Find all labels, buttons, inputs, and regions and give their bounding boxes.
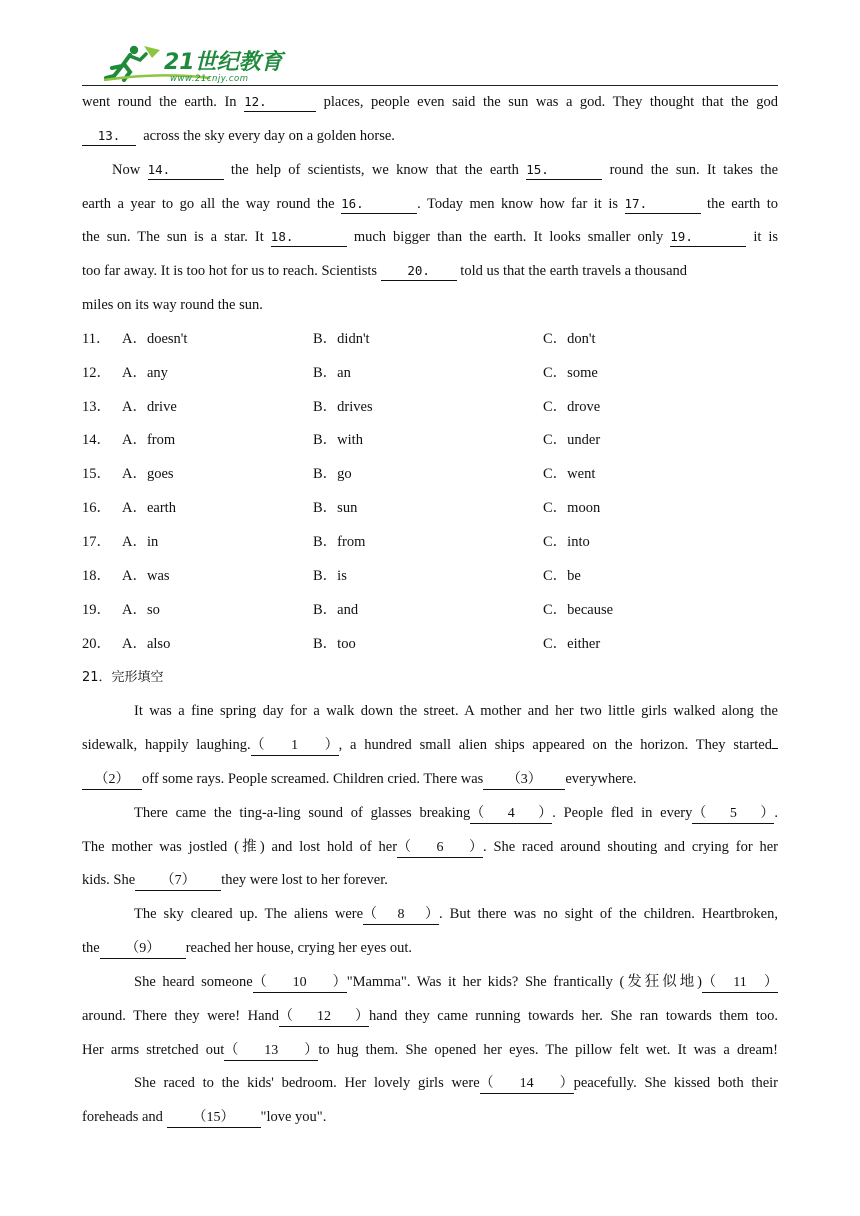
- text: sidewalk, happily laughing.: [82, 737, 251, 754]
- text: much bigger than the earth. It looks smaller only: [353, 229, 664, 246]
- question-21-title: [82, 661, 778, 695]
- text: everywhere.: [565, 770, 637, 787]
- question-row: [82, 357, 778, 391]
- option-c[interactable]: C．be: [543, 567, 581, 584]
- text: Her arms stretched out: [82, 1041, 225, 1058]
- option-a[interactable]: A．also: [122, 635, 171, 652]
- text: across the sky every day on a golden horse.: [143, 127, 395, 144]
- passage1-line: [82, 86, 778, 120]
- blank-2[interactable]: （2）: [82, 771, 142, 790]
- option-c[interactable]: C．moon: [543, 500, 601, 517]
- text: "Mamma". Was it her kids? She frantically (发狂似地): [346, 973, 702, 990]
- text: "love you".: [260, 1109, 327, 1126]
- option-c[interactable]: C．either: [543, 635, 601, 652]
- option-c[interactable]: C．some: [543, 364, 598, 381]
- blank-3[interactable]: （3）: [483, 771, 565, 790]
- text: The mother was jostled (推) and lost hold of her: [82, 838, 398, 855]
- passage2-line: [82, 1101, 778, 1135]
- text: , a hundred small alien ships appeared on the horizon. They started: [338, 737, 772, 754]
- option-a[interactable]: A．any: [122, 364, 168, 381]
- text: . But there was no sight of the children. Heartbroken,: [439, 906, 778, 923]
- option-a[interactable]: A．doesn't: [122, 330, 188, 347]
- text: kids. She: [82, 872, 136, 889]
- text: to hug them. She opened her eyes. The pillow felt wet. It was a dream!: [318, 1041, 778, 1058]
- passage2-line: [82, 729, 778, 763]
- text: the help of scientists, we know that the earth: [230, 161, 519, 178]
- text: foreheads and: [82, 1109, 163, 1126]
- text: hand they came running towards her. She ran towards them too.: [369, 1007, 778, 1024]
- blank-15-cloze[interactable]: （15）: [167, 1109, 261, 1128]
- logo-sub-text: www.21cnjy.com: [170, 74, 249, 84]
- question-number: 17．: [82, 533, 111, 550]
- text: . People fled in every: [552, 804, 693, 821]
- text: She heard someone: [134, 973, 253, 990]
- text: around. There they were! Hand: [82, 1007, 280, 1024]
- option-b[interactable]: B．drives: [313, 398, 373, 415]
- question-number: 19．: [82, 601, 111, 618]
- question-number: 11．: [82, 330, 111, 347]
- text: The sky cleared up. The aliens were: [134, 906, 364, 923]
- question-row: [82, 492, 778, 526]
- text: the sun. The sun is a star. It: [82, 229, 264, 246]
- text: off some rays. People screamed. Children cried. There was: [142, 770, 484, 787]
- blank-6[interactable]: （6）: [397, 839, 483, 858]
- option-b[interactable]: B．too: [313, 635, 356, 652]
- passage2-line: [82, 831, 778, 865]
- text: it is: [753, 229, 778, 246]
- text: reached her house, crying her eyes out.: [185, 940, 412, 957]
- question-row: [82, 526, 778, 560]
- question-row: [82, 458, 778, 492]
- text: .: [774, 804, 778, 821]
- blank-16[interactable]: 16.: [341, 195, 417, 214]
- question-number: 13．: [82, 398, 111, 415]
- passage2-line: [82, 864, 778, 898]
- option-b[interactable]: B．from: [313, 533, 366, 550]
- option-b[interactable]: B．with: [313, 432, 363, 449]
- logo-21cnjy: [100, 42, 350, 84]
- blank-5[interactable]: （5）: [692, 805, 774, 824]
- question-number: 20．: [82, 635, 111, 652]
- text: earth a year to go all the way round the: [82, 195, 335, 212]
- blank-13[interactable]: 13.: [82, 127, 136, 146]
- blank-12-cloze[interactable]: （12）: [279, 1008, 369, 1027]
- option-c[interactable]: C．under: [543, 432, 601, 449]
- question-number: 12．: [82, 364, 111, 381]
- option-a[interactable]: A．in: [122, 533, 159, 550]
- option-c[interactable]: C．went: [543, 466, 596, 483]
- option-a[interactable]: A．drive: [122, 398, 177, 415]
- question-row: [82, 391, 778, 425]
- text: told us that the earth travels a thousand: [460, 263, 688, 280]
- text: . Today men know how far it is: [417, 195, 619, 212]
- blank-17[interactable]: 17.: [625, 195, 701, 214]
- text: too far away. It is too hot for us to reach. Scientists: [82, 263, 378, 280]
- text: places, people even said the sun was a god. They thought that the god: [323, 94, 778, 110]
- option-c[interactable]: C．into: [543, 533, 590, 550]
- question-number: 14．: [82, 432, 111, 449]
- passage2-line: [82, 966, 778, 1000]
- blank-15[interactable]: 15.: [526, 161, 602, 180]
- option-a[interactable]: A．was: [122, 567, 170, 584]
- passage1-line: [82, 188, 778, 222]
- passage2-line: [82, 898, 778, 932]
- option-b[interactable]: B．go: [313, 466, 352, 483]
- question-row: [82, 560, 778, 594]
- text: round the sun. It takes the: [609, 161, 778, 178]
- blank-18[interactable]: 18.: [271, 228, 347, 247]
- passage1-line: miles on its way round the sun.: [82, 297, 263, 314]
- text: Now: [112, 161, 141, 178]
- option-b[interactable]: B．didn't: [313, 330, 370, 347]
- passage1-line: [82, 154, 778, 188]
- blank-7[interactable]: （7）: [135, 872, 221, 891]
- document-content: [82, 86, 778, 1135]
- passage2-line: It was a fine spring day for a walk down the street. A mother and her two little girls walked along the: [134, 703, 778, 720]
- question-row: [82, 594, 778, 628]
- blank-9[interactable]: （9）: [100, 940, 186, 959]
- option-a[interactable]: A．so: [122, 601, 160, 618]
- blank-14[interactable]: 14.: [148, 161, 224, 180]
- logo-main-text: 21世纪教育: [164, 50, 283, 75]
- option-a[interactable]: A．from: [122, 432, 176, 449]
- blank-4[interactable]: （4）: [470, 805, 552, 824]
- question-row: [82, 424, 778, 458]
- blank-11[interactable]: （11）: [702, 974, 778, 993]
- question-number: 21．: [82, 670, 112, 686]
- question-number: 15．: [82, 466, 111, 483]
- passage1-line: [82, 120, 778, 154]
- question-number: 18．: [82, 567, 111, 584]
- blank-1[interactable]: （1）: [251, 737, 339, 756]
- option-b[interactable]: B．an: [313, 364, 351, 381]
- text: peacefully. She kissed both their: [573, 1075, 778, 1092]
- passage2-line: [82, 763, 778, 797]
- text: . She raced around shouting and crying for her: [483, 838, 778, 855]
- text: they were lost to her forever.: [221, 872, 388, 889]
- option-a[interactable]: A．earth: [122, 500, 176, 517]
- section-title: 完形填空: [111, 670, 164, 686]
- passage2-line: [82, 932, 778, 966]
- text: There came the ting-a-ling sound of glasses breaking: [134, 804, 471, 821]
- option-c[interactable]: C．because: [543, 601, 614, 618]
- blank-10[interactable]: （10）: [253, 974, 347, 993]
- blank-12[interactable]: 12.: [244, 93, 316, 112]
- blank-19[interactable]: 19.: [670, 228, 746, 247]
- passage2-line: [82, 797, 778, 831]
- blank-underline: [772, 748, 778, 749]
- text: the: [82, 940, 100, 957]
- page-header: [82, 38, 778, 86]
- passage2-line: [82, 1034, 778, 1068]
- option-a[interactable]: A．goes: [122, 466, 174, 483]
- option-c[interactable]: C．don't: [543, 330, 596, 347]
- option-c[interactable]: C．drove: [543, 398, 601, 415]
- text: the earth to: [707, 195, 778, 212]
- blank-8[interactable]: （8）: [363, 906, 439, 925]
- blank-13-cloze[interactable]: （13）: [224, 1042, 318, 1061]
- text: She raced to the kids' bedroom. Her lovely girls were: [134, 1075, 480, 1092]
- option-b[interactable]: B．is: [313, 567, 347, 584]
- options-list: [82, 323, 778, 661]
- option-b[interactable]: B．and: [313, 601, 359, 618]
- passage1-line: [82, 255, 778, 289]
- question-number: 16．: [82, 500, 111, 517]
- option-b[interactable]: B．sun: [313, 500, 358, 517]
- text: went round the earth. In: [82, 94, 237, 110]
- blank-14-cloze[interactable]: （14）: [480, 1075, 574, 1094]
- blank-20[interactable]: 20.: [381, 262, 457, 281]
- passage2-line: [82, 1000, 778, 1034]
- passage1-line: [82, 221, 778, 255]
- question-row: [82, 628, 778, 662]
- passage2-line: [82, 1067, 778, 1101]
- question-row: [82, 323, 778, 357]
